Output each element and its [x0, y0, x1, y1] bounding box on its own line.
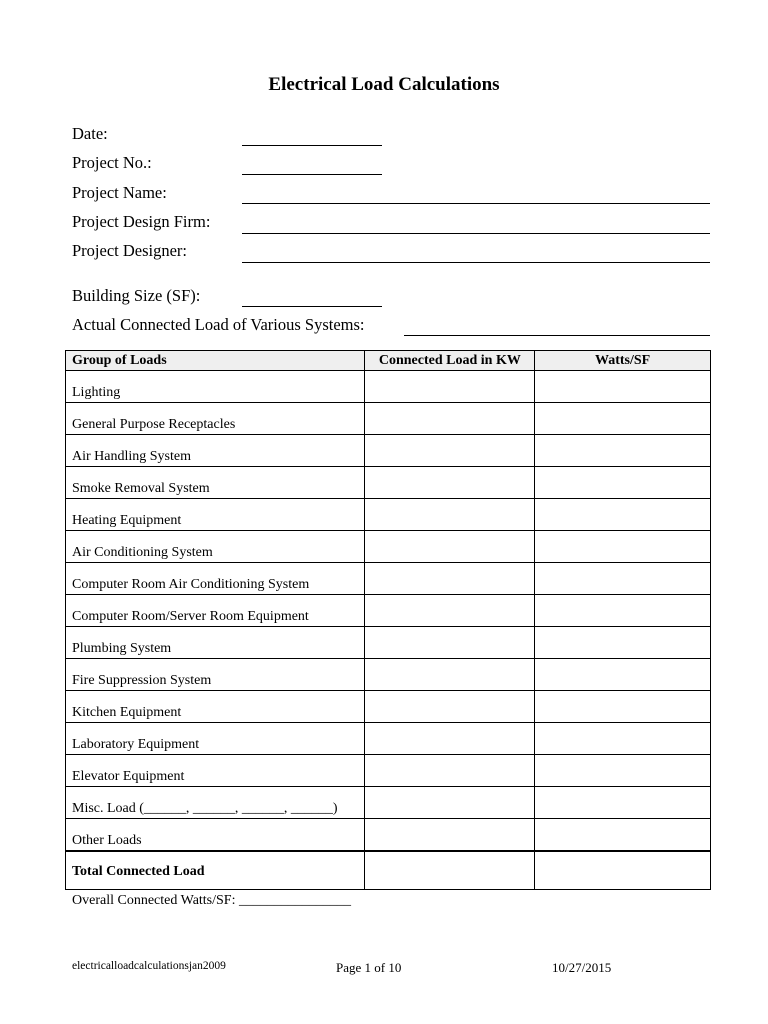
table-row: [66, 755, 711, 787]
table-row: [66, 595, 711, 627]
watts-cell[interactable]: [535, 403, 711, 435]
kw-cell[interactable]: [365, 787, 535, 819]
table-row: [66, 371, 711, 403]
total-kw-cell[interactable]: [365, 851, 535, 890]
kw-cell[interactable]: [365, 563, 535, 595]
row-label: Plumbing System: [66, 627, 365, 659]
load-table: [65, 350, 711, 890]
row-label: Computer Room Air Conditioning System: [66, 563, 365, 595]
table-row: [66, 435, 711, 467]
watts-cell[interactable]: [535, 563, 711, 595]
footer-page-number: Page 1 of 10: [336, 960, 402, 975]
designer-field[interactable]: [242, 262, 710, 263]
watts-cell[interactable]: [535, 659, 711, 691]
footer-date: 10/27/2015: [552, 960, 612, 975]
project-no-field[interactable]: [242, 174, 382, 175]
actual-load-label: Actual Connected Load of Various Systems:: [72, 315, 365, 334]
row-label: Computer Room/Server Room Equipment: [66, 595, 365, 627]
kw-cell[interactable]: [365, 755, 535, 787]
watts-cell[interactable]: [535, 531, 711, 563]
date-label: Date:: [72, 124, 108, 143]
watts-cell[interactable]: [535, 819, 711, 852]
watts-cell[interactable]: [535, 467, 711, 499]
row-label: Fire Suppression System: [66, 659, 365, 691]
watts-cell[interactable]: [535, 371, 711, 403]
kw-cell[interactable]: [365, 467, 535, 499]
watts-cell[interactable]: [535, 755, 711, 787]
designer-label: Project Designer:: [72, 241, 188, 260]
table-row: [66, 659, 711, 691]
watts-cell[interactable]: [535, 499, 711, 531]
row-label: Laboratory Equipment: [66, 723, 365, 755]
row-label: Other Loads: [66, 819, 365, 852]
project-name-label: Project Name:: [72, 183, 167, 202]
row-label: Elevator Equipment: [66, 755, 365, 787]
table-row: [66, 819, 711, 852]
table-row: [66, 499, 711, 531]
row-label: Air Handling System: [66, 435, 365, 467]
actual-load-field[interactable]: [404, 335, 710, 336]
total-watts-cell[interactable]: [535, 851, 711, 890]
row-label: Misc. Load (______, ______, ______, ______): [66, 787, 365, 819]
total-label: Total Connected Load: [66, 851, 365, 890]
table-row: [66, 563, 711, 595]
overall-watts-line: Overall Connected Watts/SF: ________________: [72, 893, 351, 908]
table-row: [66, 691, 711, 723]
kw-cell[interactable]: [365, 627, 535, 659]
row-label: Kitchen Equipment: [66, 691, 365, 723]
table-row: [66, 403, 711, 435]
date-field[interactable]: [242, 145, 382, 146]
table-row: [66, 723, 711, 755]
table-row: [66, 787, 711, 819]
col-header-watts: Watts/SF: [535, 351, 711, 371]
kw-cell[interactable]: [365, 371, 535, 403]
watts-cell[interactable]: [535, 627, 711, 659]
watts-cell[interactable]: [535, 435, 711, 467]
kw-cell[interactable]: [365, 531, 535, 563]
col-header-kw: Connected Load in KW: [365, 351, 535, 371]
project-no-label: Project No.:: [72, 153, 152, 172]
watts-cell[interactable]: [535, 787, 711, 819]
watts-cell[interactable]: [535, 723, 711, 755]
total-row: [66, 851, 711, 890]
table-row: [66, 531, 711, 563]
kw-cell[interactable]: [365, 691, 535, 723]
building-size-field[interactable]: [242, 306, 382, 307]
row-label: Smoke Removal System: [66, 467, 365, 499]
kw-cell[interactable]: [365, 435, 535, 467]
row-label: Lighting: [66, 371, 365, 403]
footer-filename: electricalloadcalculationsjan2009: [72, 960, 226, 972]
row-label: General Purpose Receptacles: [66, 403, 365, 435]
design-firm-field[interactable]: [242, 233, 710, 234]
table-header-row: [66, 351, 711, 371]
table-row: [66, 627, 711, 659]
building-size-label: Building Size (SF):: [72, 286, 201, 305]
design-firm-label: Project Design Firm:: [72, 212, 211, 231]
kw-cell[interactable]: [365, 819, 535, 852]
kw-cell[interactable]: [365, 595, 535, 627]
watts-cell[interactable]: [535, 595, 711, 627]
row-label: Heating Equipment: [66, 499, 365, 531]
watts-cell[interactable]: [535, 691, 711, 723]
kw-cell[interactable]: [365, 723, 535, 755]
kw-cell[interactable]: [365, 499, 535, 531]
col-header-group: Group of Loads: [66, 351, 365, 371]
table-row: [66, 467, 711, 499]
page-title: Electrical Load Calculations: [268, 74, 500, 95]
kw-cell[interactable]: [365, 403, 535, 435]
kw-cell[interactable]: [365, 659, 535, 691]
row-label: Air Conditioning System: [66, 531, 365, 563]
project-name-field[interactable]: [242, 203, 710, 204]
